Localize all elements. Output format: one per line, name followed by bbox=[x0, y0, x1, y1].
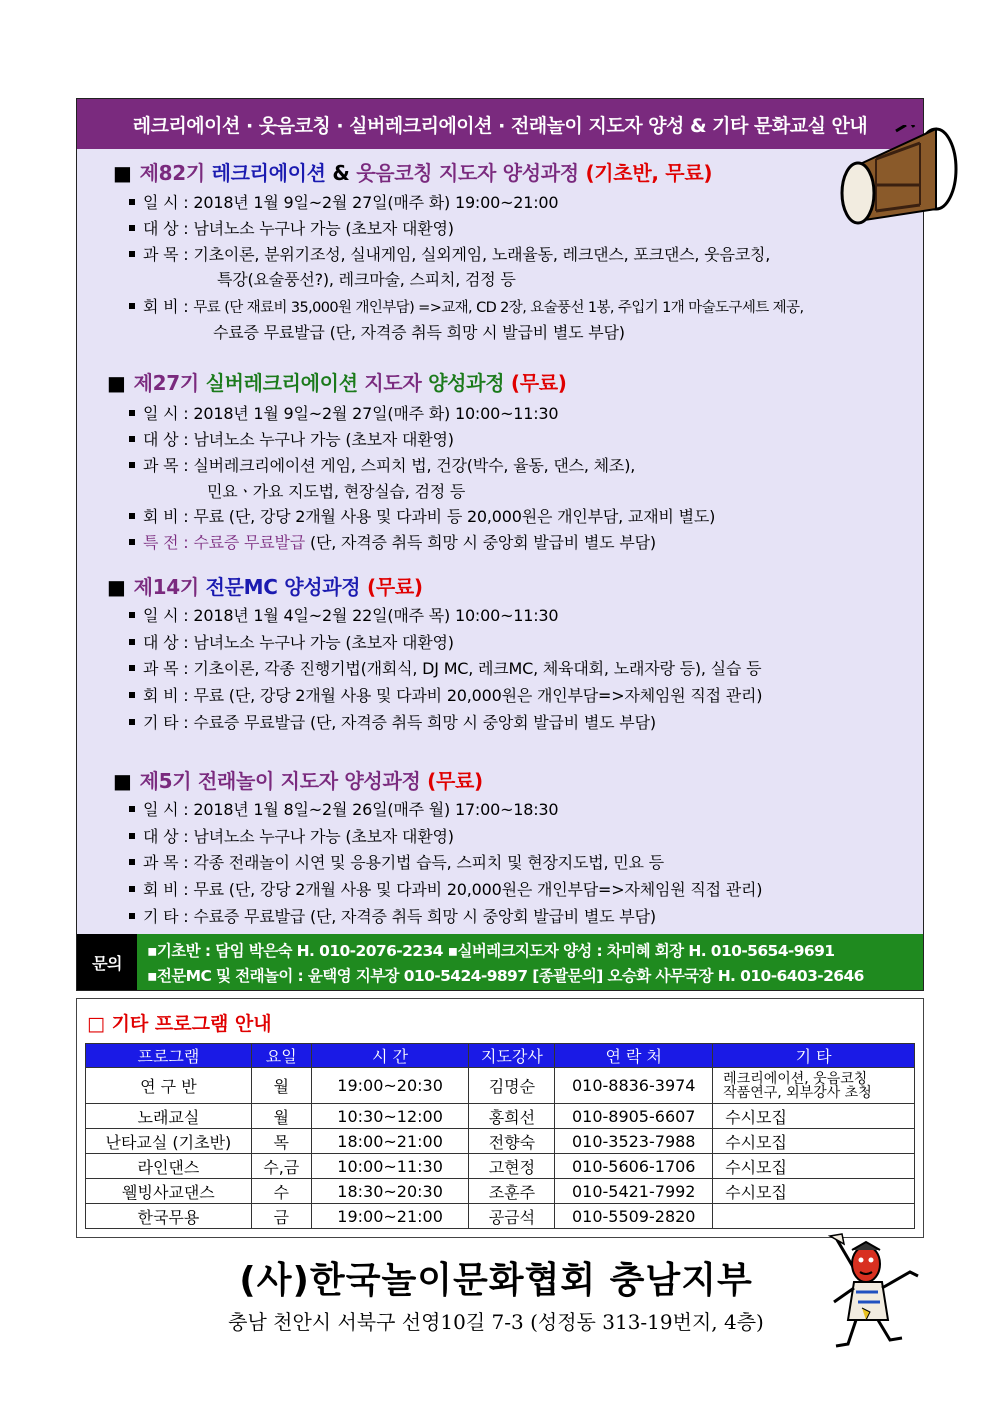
info-row: 과 목 : 기초이론, 분위기조성, 실내게임, 실외게임, 노래율동, 레크댄스, 포크댄스, 웃음코칭, bbox=[129, 242, 770, 265]
section-title: ■ 제82기 레크리에이션 & 웃음코칭 지도자 양성과정 (기초반, 무료) bbox=[113, 161, 713, 185]
drum-icon bbox=[836, 125, 960, 230]
info-row: 대 상 : 남녀노소 누구나 가능 (초보자 대환영) bbox=[129, 824, 454, 847]
table-row bbox=[86, 1179, 915, 1204]
table-cell: 10:00~11:30 bbox=[311, 1154, 469, 1179]
contact-line: ▪기초반 : 담임 박은숙 H. 010-2076-2234 ▪실버레크지도자 양성 : 차미혜 회장 H. 010-5654-9691 bbox=[147, 942, 835, 960]
info-row: 일 시 : 2018년 1월 8일~2월 26일(매주 월) 17:00~18:30 bbox=[129, 797, 558, 820]
section-title: □ 기타 프로그램 안내 bbox=[87, 1013, 272, 1035]
table-cell bbox=[713, 1204, 915, 1229]
info-row: 일 시 : 2018년 1월 4일~2월 22일(매주 목) 10:00~11:30 bbox=[129, 603, 558, 626]
course-panel bbox=[76, 98, 924, 991]
table-cell: 노래교실 bbox=[86, 1104, 252, 1129]
info-row-cont: 특강(요술풍선?), 레크마술, 스피치, 검정 등 bbox=[217, 270, 516, 289]
column-header: 프로그램 bbox=[86, 1044, 252, 1068]
table-cell: 홍희선 bbox=[469, 1104, 555, 1129]
info-row: 대 상 : 남녀노소 누구나 가능 (초보자 대환영) bbox=[129, 216, 454, 239]
table-cell: 김명순 bbox=[469, 1068, 555, 1104]
table-cell: 난타교실 (기초반) bbox=[86, 1129, 252, 1154]
info-row: 일 시 : 2018년 1월 9일~2월 27일(매주 화) 10:00~11:30 bbox=[129, 401, 558, 424]
table-cell: 한국무용 bbox=[86, 1204, 252, 1229]
table-cell: 레크리에이션, 웃음코칭 작품연구, 외부강사 초청 bbox=[713, 1068, 915, 1104]
table-cell: 수,금 bbox=[251, 1154, 311, 1179]
table-row bbox=[86, 1129, 915, 1154]
table-cell: 목 bbox=[251, 1129, 311, 1154]
table-cell: 공금석 bbox=[469, 1204, 555, 1229]
info-row: 회 비 : 무료 (단, 강당 2개월 사용 및 다과비 등 20,000원은 개인부담, 교재비 별도) bbox=[129, 504, 715, 527]
table-cell: 18:00~21:00 bbox=[311, 1129, 469, 1154]
table-cell: 19:00~21:00 bbox=[311, 1204, 469, 1229]
table-row bbox=[86, 1104, 915, 1129]
table-cell: 수 bbox=[251, 1179, 311, 1204]
table-cell: 연 구 반 bbox=[86, 1068, 252, 1104]
page-title: 레크리에이션 · 웃음코칭 · 실버레크리에이션 · 전래놀이 지도자 양성 & 기타 문화교실 안내 bbox=[77, 99, 923, 149]
table-cell: 조훈주 bbox=[469, 1179, 555, 1204]
info-row: 회 비 : 무료 (단, 강당 2개월 사용 및 다과비 20,000원은 개인부담=>자체임원 직접 관리) bbox=[129, 683, 762, 706]
table-cell: 10:30~12:00 bbox=[311, 1104, 469, 1129]
organization-name: (사)한국놀이문화협회 충남지부 bbox=[239, 1260, 753, 1301]
column-header: 시 간 bbox=[311, 1044, 469, 1068]
table-row bbox=[86, 1204, 915, 1229]
table-header-row bbox=[86, 1044, 915, 1068]
table-cell: 010-5509-2820 bbox=[555, 1204, 713, 1229]
table-cell: 수시모집 bbox=[713, 1129, 915, 1154]
table-cell: 월 bbox=[251, 1104, 311, 1129]
info-row-cont: 수료증 무료발급 (단, 자격증 취득 희망 시 발급비 별도 부담) bbox=[213, 323, 625, 342]
contact-label: 문의 bbox=[77, 934, 137, 990]
column-header: 연 락 처 bbox=[555, 1044, 713, 1068]
table-cell: 19:00~20:30 bbox=[311, 1068, 469, 1104]
table-cell: 웰빙사교댄스 bbox=[86, 1179, 252, 1204]
table-cell: 010-8836-3974 bbox=[555, 1068, 713, 1104]
info-row: 회 비 : 무료 (단 재료비 35,000원 개인부담) =>교재, CD 2장, 요술풍선 1봉, 주입기 1개 마술도구세트 제공, bbox=[129, 294, 803, 317]
program-table bbox=[85, 1043, 915, 1229]
info-row: 기 타 : 수료증 무료발급 (단, 자격증 취득 희망 시 중앙회 발급비 별도 부담) bbox=[129, 710, 656, 733]
table-cell: 010-8905-6607 bbox=[555, 1104, 713, 1129]
info-row-cont: 민요ㆍ가요 지도법, 현장실습, 검정 등 bbox=[207, 482, 466, 501]
info-row: 과 목 : 기초이론, 각종 진행기법(개회식, DJ MC, 레크MC, 체육대회, 노래자랑 등), 실습 등 bbox=[129, 656, 761, 679]
table-cell: 금 bbox=[251, 1204, 311, 1229]
info-row: 기 타 : 수료증 무료발급 (단, 자격증 취득 희망 시 중앙회 발급비 별도 부담) bbox=[129, 904, 656, 927]
table-cell: 고현정 bbox=[469, 1154, 555, 1179]
section-title: ■ 제5기 전래놀이 지도자 양성과정 (무료) bbox=[113, 769, 483, 793]
table-cell: 18:30~20:30 bbox=[311, 1179, 469, 1204]
info-row: 대 상 : 남녀노소 누구나 가능 (초보자 대환영) bbox=[129, 630, 454, 653]
contact-bar bbox=[77, 934, 923, 990]
info-row: 일 시 : 2018년 1월 9일~2월 27일(매주 화) 19:00~21:00 bbox=[129, 190, 558, 213]
table-cell: 전향숙 bbox=[469, 1129, 555, 1154]
info-row: 대 상 : 남녀노소 누구나 가능 (초보자 대환영) bbox=[129, 427, 454, 450]
contact-line: ▪전문MC 및 전래놀이 : 윤택영 지부장 010-5424-9897 [종괄문의] 오승화 사무국장 H. 010-6403-2646 bbox=[147, 967, 864, 985]
table-cell: 010-3523-7988 bbox=[555, 1129, 713, 1154]
info-row: 회 비 : 무료 (단, 강당 2개월 사용 및 다과비 20,000원은 개인부담=>자체임원 직접 관리) bbox=[129, 877, 762, 900]
table-cell: 010-5421-7992 bbox=[555, 1179, 713, 1204]
table-row bbox=[86, 1154, 915, 1179]
info-row: 과 목 : 각종 전래놀이 시연 및 응용기법 습득, 스피치 및 현장지도법, 민요 등 bbox=[129, 850, 664, 873]
dancer-icon bbox=[826, 1232, 924, 1350]
column-header: 지도강사 bbox=[469, 1044, 555, 1068]
section-title: ■ 제14기 전문MC 양성과정 (무료) bbox=[107, 575, 423, 599]
table-cell: 수시모집 bbox=[713, 1154, 915, 1179]
table-row bbox=[86, 1068, 915, 1104]
info-row: 과 목 : 실버레크리에이션 게임, 스피치 법, 건강(박수, 율동, 댄스, 체조), bbox=[129, 453, 635, 476]
table-cell: 010-5606-1706 bbox=[555, 1154, 713, 1179]
column-header: 요일 bbox=[251, 1044, 311, 1068]
table-cell: 월 bbox=[251, 1068, 311, 1104]
other-programs-box bbox=[76, 998, 924, 1238]
info-row: 특 전 : 수료증 무료발급 (단, 자격증 취득 희망 시 중앙회 발급비 별도 부담) bbox=[129, 530, 656, 553]
column-header: 기 타 bbox=[713, 1044, 915, 1068]
section-title: ■ 제27기 실버레크리에이션 지도자 양성과정 (무료) bbox=[107, 371, 567, 395]
organization-address: 충남 천안시 서북구 선영10길 7-3 (성정동 313-19번지, 4층) bbox=[228, 1310, 764, 1334]
table-cell: 라인댄스 bbox=[86, 1154, 252, 1179]
table-cell: 수시모집 bbox=[713, 1179, 915, 1204]
table-cell: 수시모집 bbox=[713, 1104, 915, 1129]
